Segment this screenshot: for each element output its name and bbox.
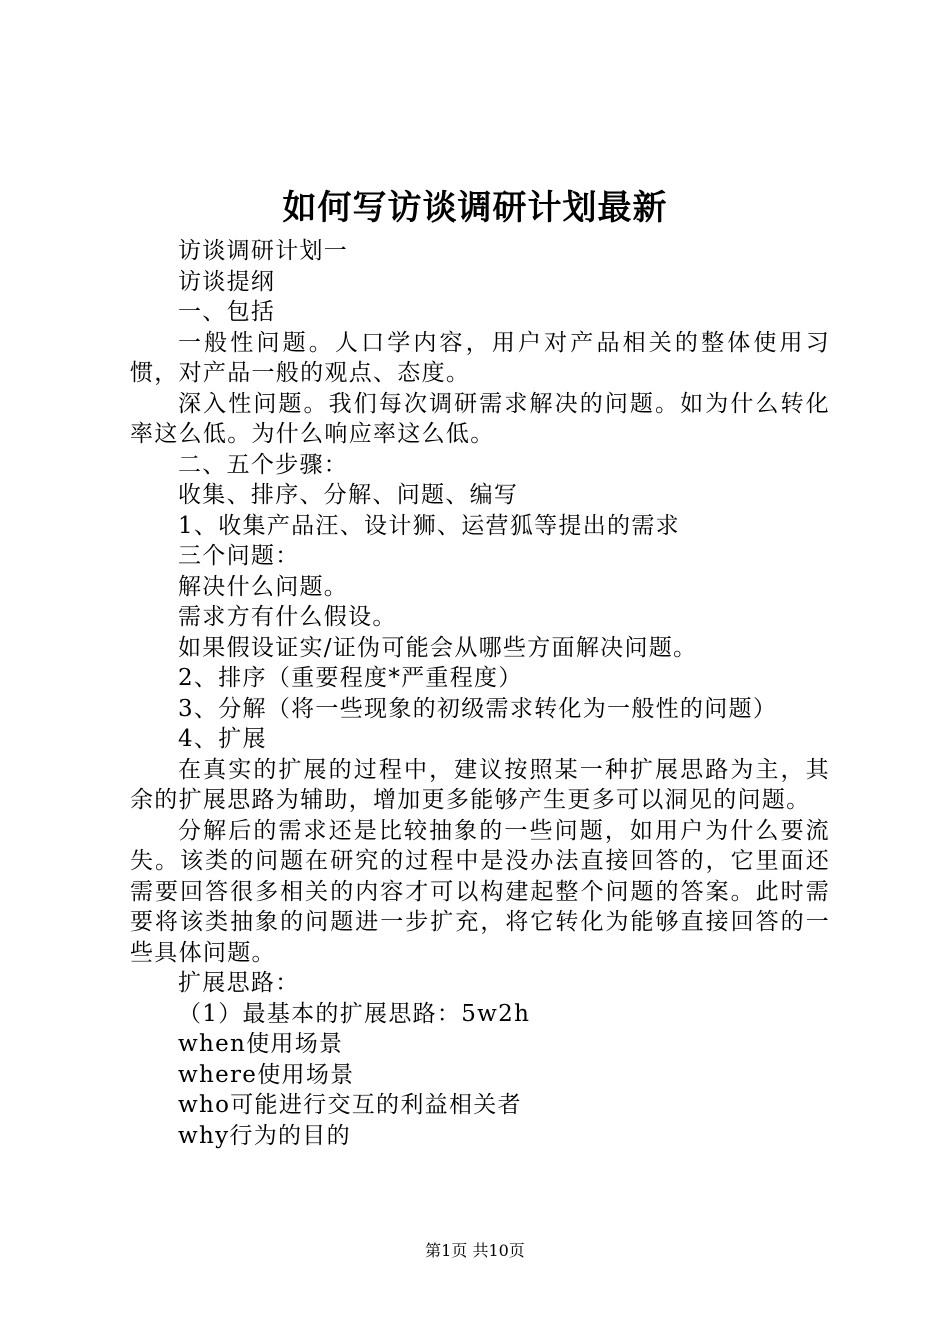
paragraph: 三个问题： (178, 543, 300, 569)
page-footer: 第1页 共10页 (425, 1241, 525, 1260)
paragraph: 一般性问题。人口学内容，用户对产品相关的整体使用习惯，对产品一般的观点、态度。 (130, 329, 830, 386)
paragraph: 扩展思路： (178, 970, 300, 996)
paragraph: 需求方有什么假设。 (178, 604, 397, 630)
paragraph: where使用场景 (178, 1061, 355, 1088)
paragraph: 分解后的需求还是比较抽象的一些问题，如用户为什么要流失。该类的问题在研究的过程中是没办法直接回答的，它里面还需要回答很多相关的内容才可以构建起整个问题的答案。此时需要将该类抽象的问题进一步扩充，将它转化为能够直接回答的一些具体问题。 (130, 817, 830, 966)
paragraph: when使用场景 (178, 1031, 344, 1057)
paragraph: why行为的目的 (178, 1122, 351, 1149)
paragraph: 收集、排序、分解、问题、编写 (178, 482, 519, 508)
paragraph: 在真实的扩展的过程中，建议按照某一种扩展思路为主，其余的扩展思路为辅助，增加更多能够产生更多可以洞见的问题。 (130, 756, 830, 813)
paragraph: 1、收集产品汪、设计狮、运营狐等提出的需求 (178, 512, 680, 539)
paragraph: 4、扩展 (178, 726, 267, 752)
paragraph: （1）最基本的扩展思路：5w2h (178, 1000, 531, 1027)
paragraph: 访谈调研计划一 (178, 238, 349, 264)
paragraph: 解决什么问题。 (178, 573, 349, 600)
paragraph: 如果假设证实/证伪可能会从哪些方面解决问题。 (178, 634, 698, 661)
paragraph: 2、排序（重要程度*严重程度） (178, 665, 523, 691)
paragraph: 3、分解（将一些现象的初级需求转化为一般性的问题） (178, 695, 778, 722)
document-body (130, 236, 830, 1151)
document-title: 如何写访谈调研计划最新 (282, 188, 668, 228)
paragraph: 深入性问题。我们每次调研需求解决的问题。如为什么转化率这么低。为什么响应率这么低。 (130, 390, 830, 447)
paragraph: 二、五个步骤： (178, 451, 349, 478)
paragraph: who可能进行交互的利益相关者 (178, 1092, 522, 1118)
paragraph: 访谈提纲 (178, 268, 276, 295)
paragraph: 一、包括 (178, 299, 276, 325)
